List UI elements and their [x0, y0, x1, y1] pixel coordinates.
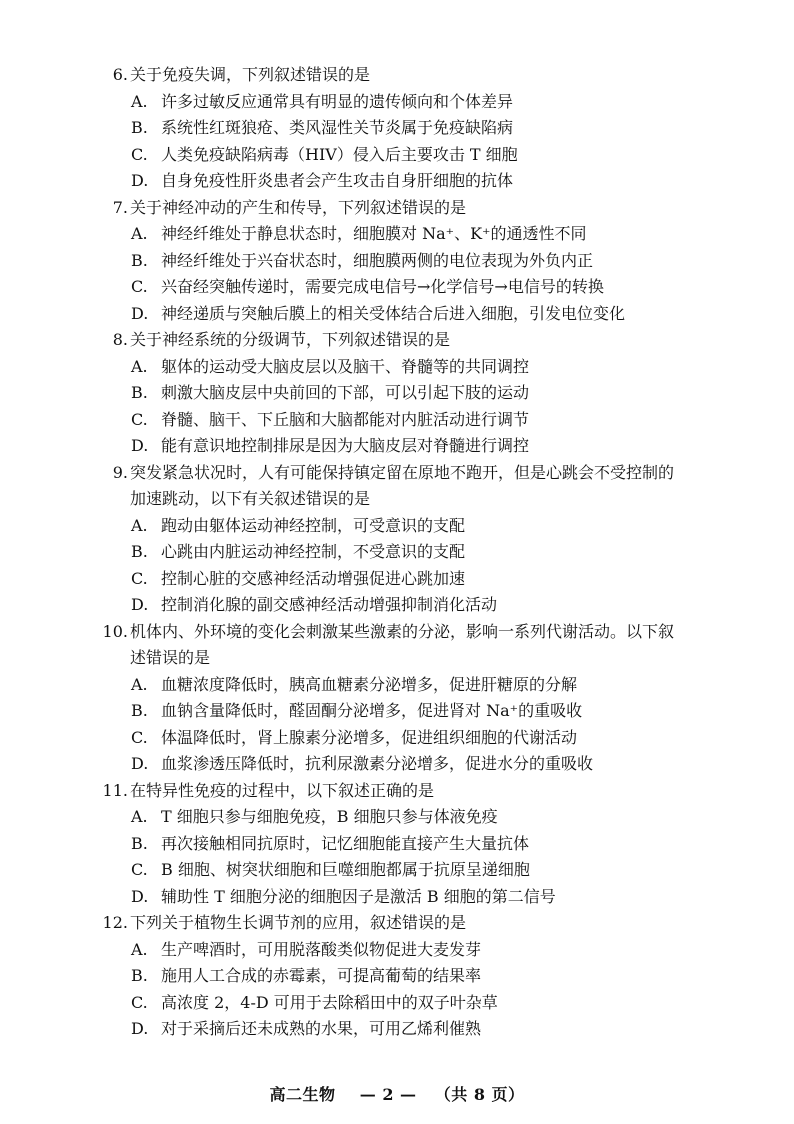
- option-label: A.: [131, 91, 148, 111]
- question-number: 12.: [102, 913, 128, 932]
- option-b: [104, 963, 754, 990]
- option-label: C.: [131, 409, 148, 429]
- question-stem-text: 关于神经系统的分级调节，下列叙述错误的是: [130, 330, 451, 349]
- option-text: 许多过敏反应通常具有明显的遗传倾向和个体差异: [161, 91, 514, 111]
- option-label: D.: [131, 754, 149, 773]
- option-label: A.: [131, 674, 148, 694]
- option-text: 神经纤维处于静息状态时，细胞膜对 Na⁺、K⁺的通透性不同: [161, 224, 587, 243]
- question-7: [104, 195, 754, 328]
- question-number: 8.: [112, 330, 128, 349]
- option-text: 施用人工合成的赤霉素，可提高葡萄的结果率: [161, 966, 482, 985]
- option-label: D.: [131, 436, 149, 455]
- option-text: 控制消化腺的副交感神经活动增强抑制消化活动: [161, 595, 498, 614]
- option-a: [104, 937, 754, 964]
- option-text: 血糖浓度降低时，胰高血糖素分泌增多，促进肝糖原的分解: [161, 674, 578, 694]
- option-label: C.: [131, 277, 148, 296]
- option-text: 体温降低时，肾上腺素分泌增多，促进组织细胞的代谢活动: [161, 727, 578, 747]
- option-b: [104, 698, 754, 725]
- option-label: D.: [131, 171, 149, 190]
- footer-subject: 高二生物: [269, 1085, 336, 1104]
- option-label: B.: [131, 833, 148, 853]
- option-text: 再次接触相同抗原时，记忆细胞能直接产生大量抗体: [161, 833, 530, 853]
- option-c: [104, 725, 754, 752]
- option-text: 血浆渗透压降低时，抗利尿激素分泌增多，促进水分的重吸收: [161, 754, 594, 773]
- question-12: [104, 910, 754, 1043]
- option-text: 人类免疫缺陷病毒（HIV）侵入后主要攻击 T 细胞: [161, 144, 518, 164]
- option-label: D.: [131, 1019, 149, 1038]
- question-8: [104, 327, 754, 460]
- page-footer: [0, 1082, 794, 1105]
- option-a: [104, 89, 754, 116]
- question-stem-text: 关于免疫失调，下列叙述错误的是: [130, 65, 371, 84]
- option-label: A.: [131, 807, 148, 826]
- option-label: B.: [131, 118, 148, 137]
- question-stem-text: 突发紧急状况时，人有可能保持镇定留在原地不跑开，但是心跳会不受控制的: [130, 462, 675, 482]
- option-text: 生产啤酒时，可用脱落酸类似物促进大麦发芽: [161, 939, 482, 959]
- option-label: B.: [131, 383, 148, 402]
- option-b: [104, 539, 754, 566]
- option-b: [104, 380, 754, 407]
- option-text: 神经递质与突触后膜上的相关受体结合后进入细胞，引发电位变化: [161, 303, 626, 323]
- option-b: [104, 248, 754, 275]
- question-10: [104, 619, 754, 778]
- option-c: [104, 142, 754, 169]
- question-number: 9.: [112, 462, 128, 482]
- question-number: 11.: [102, 780, 128, 800]
- question-stem: [104, 195, 754, 222]
- footer-page-number: — 2 —: [359, 1085, 417, 1104]
- question-stem-text: 述错误的是: [130, 648, 211, 667]
- option-text: 神经纤维处于兴奋状态时，细胞膜两侧的电位表现为外负内正: [161, 250, 594, 270]
- question-stem-text: 加速跳动，以下有关叙述错误的是: [130, 489, 371, 508]
- option-c: [104, 407, 754, 434]
- question-stem: [104, 645, 754, 672]
- question-stem: [104, 486, 754, 513]
- option-label: D.: [131, 886, 149, 906]
- option-label: B.: [131, 966, 148, 985]
- option-label: D.: [131, 595, 149, 614]
- option-label: B.: [131, 701, 148, 720]
- option-text: 脊髓、脑干、下丘脑和大脑都能对内脏活动进行调节: [161, 409, 530, 429]
- option-text: T 细胞只参与细胞免疫，B 细胞只参与体液免疫: [161, 807, 498, 826]
- option-d: [104, 751, 754, 778]
- question-stem-text: 下列关于植物生长调节剂的应用，叙述错误的是: [130, 913, 467, 932]
- question-stem-text: 关于神经冲动的产生和传导，下列叙述错误的是: [130, 197, 467, 217]
- option-a: [104, 672, 754, 699]
- option-a: [104, 804, 754, 831]
- option-text: 自身免疫性肝炎患者会产生攻击自身肝细胞的抗体: [161, 171, 514, 190]
- question-9: [104, 460, 754, 619]
- option-label: B.: [131, 542, 148, 561]
- option-text: B 细胞、树突状细胞和巨噬细胞都属于抗原呈递细胞: [161, 860, 530, 879]
- footer-total-pages: （共 8 页）: [434, 1085, 525, 1104]
- option-a: [104, 513, 754, 540]
- option-text: 刺激大脑皮层中央前回的下部，可以引起下肢的运动: [161, 383, 530, 402]
- option-c: [104, 990, 754, 1017]
- option-text: 躯体的运动受大脑皮层以及脑干、脊髓等的共同调控: [161, 356, 530, 376]
- question-number: 6.: [112, 65, 128, 84]
- option-c: [104, 274, 754, 301]
- question-stem: [104, 778, 754, 805]
- option-label: D.: [131, 303, 149, 323]
- option-b: [104, 115, 754, 142]
- question-stem-text: 机体内、外环境的变化会刺激某些激素的分泌，影响一系列代谢活动。以下叙: [130, 621, 675, 641]
- option-text: 系统性红斑狼疮、类风湿性关节炎属于免疫缺陷病: [161, 118, 514, 137]
- option-label: A.: [131, 356, 148, 376]
- option-label: C.: [131, 992, 148, 1012]
- question-11: [104, 778, 754, 911]
- option-d: [104, 884, 754, 911]
- question-6: [104, 62, 754, 195]
- question-number: 10.: [102, 621, 128, 641]
- option-text: 高浓度 2，4-D 可用于去除稻田中的双子叶杂草: [161, 992, 498, 1012]
- question-stem: [104, 327, 754, 354]
- option-label: B.: [131, 250, 148, 270]
- option-d: [104, 301, 754, 328]
- option-label: C.: [131, 860, 148, 879]
- option-label: A.: [131, 515, 148, 535]
- option-label: C.: [131, 144, 148, 164]
- option-text: 辅助性 T 细胞分泌的细胞因子是激活 B 细胞的第二信号: [161, 886, 556, 906]
- question-stem: [104, 460, 754, 487]
- question-stem: [104, 619, 754, 646]
- question-number: 7.: [112, 197, 128, 217]
- question-stem-text: 在特异性免疫的过程中，以下叙述正确的是: [130, 780, 435, 800]
- option-d: [104, 168, 754, 195]
- question-list: [104, 62, 754, 1043]
- option-d: [104, 433, 754, 460]
- option-label: A.: [131, 939, 148, 959]
- option-text: 控制心脏的交感神经活动增强促进心跳加速: [161, 568, 466, 588]
- option-text: 能有意识地控制排尿是因为大脑皮层对脊髓进行调控: [161, 436, 530, 455]
- option-label: A.: [131, 224, 148, 243]
- option-b: [104, 831, 754, 858]
- option-label: C.: [131, 568, 148, 588]
- option-d: [104, 592, 754, 619]
- option-text: 对于采摘后还未成熟的水果，可用乙烯利催熟: [161, 1019, 482, 1038]
- option-text: 心跳由内脏运动神经控制，不受意识的支配: [161, 542, 466, 561]
- option-d: [104, 1016, 754, 1043]
- option-text: 血钠含量降低时，醛固酮分泌增多，促进肾对 Na⁺的重吸收: [161, 701, 583, 720]
- option-a: [104, 221, 754, 248]
- option-a: [104, 354, 754, 381]
- option-label: C.: [131, 727, 148, 747]
- option-text: 兴奋经突触传递时，需要完成电信号→化学信号→电信号的转换: [161, 277, 604, 296]
- question-stem: [104, 62, 754, 89]
- option-c: [104, 566, 754, 593]
- question-stem: [104, 910, 754, 937]
- option-c: [104, 857, 754, 884]
- option-text: 跑动由躯体运动神经控制，可受意识的支配: [161, 515, 466, 535]
